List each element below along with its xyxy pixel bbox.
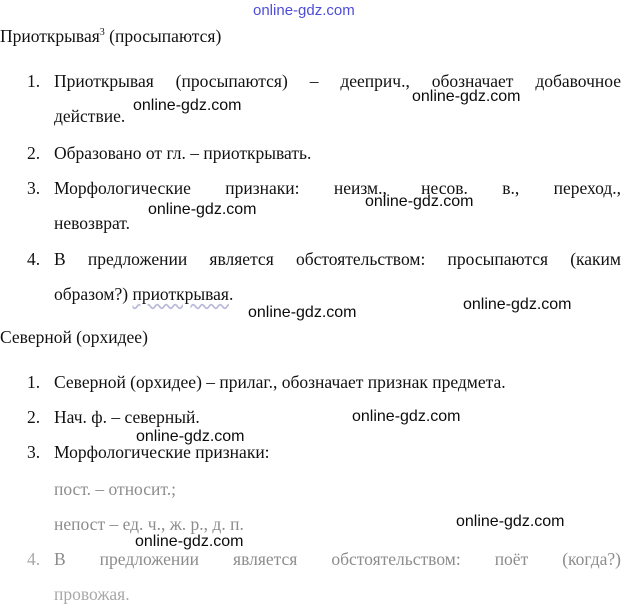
list-item-text: действие.	[54, 106, 126, 126]
list-number: 1.	[27, 372, 41, 392]
text-fragment: образом?)	[54, 284, 133, 304]
watermark: online-gdz.com	[463, 296, 572, 313]
list-number: 2.	[27, 143, 41, 163]
list-number: 3.	[27, 178, 41, 198]
list-number: 4.	[27, 549, 41, 569]
list-item-text: Образовано от гл. – приоткрывать.	[54, 143, 312, 163]
underlined-word: приоткрывая	[132, 284, 229, 304]
list-item-text: Морфологические признаки: неизм., несов. в., переход.,	[54, 178, 621, 198]
watermark: online-gdz.com	[136, 428, 245, 445]
list-item-text: В предложении является обстоятельством: просыпаются (каким	[54, 249, 621, 269]
list-item-text: Морфологические признаки:	[54, 442, 270, 462]
list-item-text: Приоткрывая (просыпаются) – дееприч., обозначает добавочное	[54, 71, 621, 91]
list-item-text: невозврат.	[54, 213, 130, 233]
section2-heading: Северной (орхидее)	[0, 327, 148, 347]
watermark: online-gdz.com	[412, 88, 521, 105]
list-item-text: Северной (орхидее) – прилаг., обозначает признак предмета.	[54, 372, 506, 392]
list-item-text: непост – ед. ч., ж. р., д. п.	[54, 514, 244, 534]
list-number: 3.	[27, 442, 41, 462]
list-item-text: пост. – относит.;	[54, 479, 176, 499]
section1-heading-word: Приоткрывая	[0, 26, 100, 46]
list-number: 2.	[27, 407, 41, 427]
list-number: 1.	[27, 71, 41, 91]
watermark: online-gdz.com	[352, 408, 461, 425]
text-fragment: .	[228, 284, 234, 304]
list-item-text: провожая.	[54, 584, 130, 604]
list-item-text: Нач. ф. – северный.	[54, 407, 200, 427]
watermark: online-gdz.com	[365, 193, 474, 210]
list-item-text: В предложении является обстоятельством: поёт (когда?)	[54, 549, 621, 569]
watermark: online-gdz.com	[456, 513, 565, 530]
list-number: 4.	[27, 249, 41, 269]
section1-heading	[0, 25, 221, 47]
watermark: online-gdz.com	[248, 304, 357, 321]
watermark: online-gdz.com	[133, 97, 242, 114]
watermark-top: online-gdz.com	[253, 2, 355, 19]
watermark: online-gdz.com	[135, 533, 244, 550]
footnote-marker: 3	[99, 27, 105, 39]
section1-heading-rest: (просыпаются)	[104, 26, 222, 46]
list-item-text	[54, 283, 233, 305]
watermark: online-gdz.com	[148, 201, 257, 218]
